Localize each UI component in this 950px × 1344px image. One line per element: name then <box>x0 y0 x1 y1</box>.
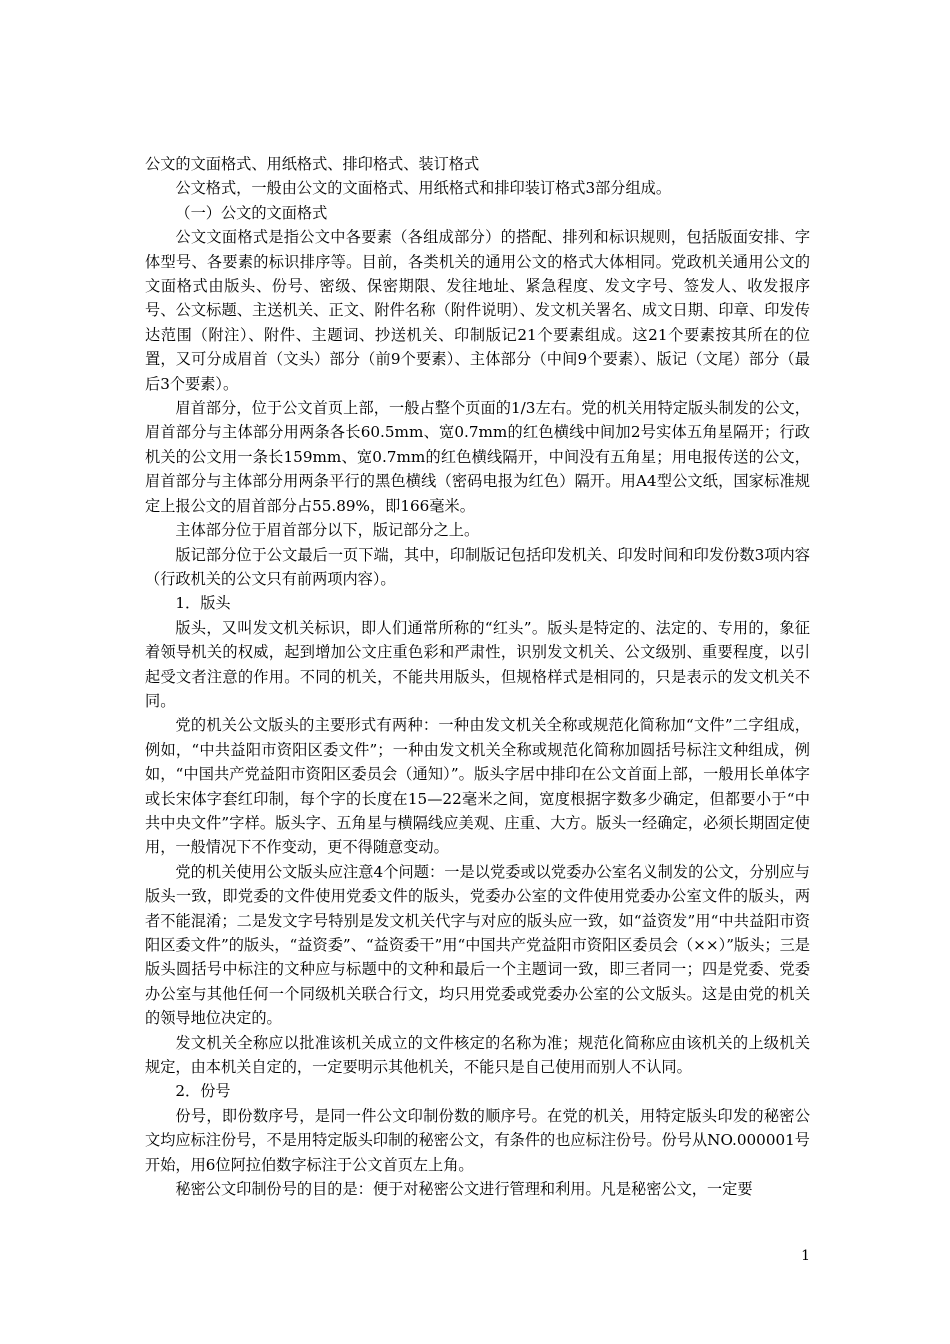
paragraph: 眉首部分，位于公文首页上部，一般占整个页面的1/3左右。党的机关用特定版头制发的公文，眉首部分与主体部分用两条各长60.5mm、宽0.7mm的红色横线中间加2号实体五角星隔开；行政机关的公文用一条长159mm、宽0.7mm的红色横线隔开，中间没有五角星；用电报传送的公文，眉首部分与主体部分用两条平行的黑色横线（密码电报为红色）隔开。用A4型公文纸，国家标准规定上报公文的眉首部分占55.89%，即166毫米。 <box>145 399 810 515</box>
paragraph: 版头，又叫发文机关标识，即人们通常所称的“红头”。版头是特定的、法定的、专用的，象征着领导机关的权威，起到增加公文庄重色彩和严肃性，识别发文机关、公文级别、重要程度，以引起受文者注意的作用。不同的机关，不能共用版头，但规格样式是相同的，只是表示的发文机关不同。 <box>145 618 810 710</box>
subsection-heading: 2．份号 <box>175 1082 231 1101</box>
document-title: 公文的文面格式、用纸格式、排印格式、装订格式 <box>145 155 480 173</box>
paragraph: 发文机关全称应以批准该机关成立的文件核定的名称为准；规范化简称应由该机关的上级机关规定，由本机关自定的，一定要明示其他机关，不能只是自己使用而别人不认同。 <box>145 1033 810 1077</box>
subsection-heading: 1．版头 <box>175 594 231 613</box>
page-number: 1 <box>801 1248 810 1264</box>
section-heading: （一）公文的文面格式 <box>175 203 328 222</box>
paragraph: 党的机关公文版头的主要形式有两种：一种由发文机关全称或规范化简称加“文件”二字组成，例如，“中共益阳市资阳区委文件”；一种由发文机关全称或规范化简称加圆括号标注文种组成，例如，“中国共产党益阳市资阳区委员会（通知）”。版头字居中排印在公文首面上部，一般用长单体字或长宋体字套红印制，每个字的长度在15—22毫米之间，宽度根据字数多少确定，但都要小于“中共中央文件”字样。版头字、五角星与横隔线应美观、庄重、大方。版头一经确定，必须长期固定使用，一般情况下不作变动，更不得随意变动。 <box>145 716 810 857</box>
paragraph: 公文文面格式是指公文中各要素（各组成部分）的搭配、排列和标识规则，包括版面安排、字体型号、各要素的标识排序等。目前，各类机关的通用公文的格式大体相同。党政机关通用公文的文面格式由版头、份号、密级、保密期限、发往地址、紧急程度、发文字号、签发人、收发报序号、公文标题、主送机关、正文、附件名称（附件说明）、发文机关署名、成文日期、印章、印发传达范围（附注）、附件、主题词、抄送机关、印制版记21个要素组成。这21个要素按其所在的位置，又可分成眉首（文头）部分（前9个要素）、主体部分（中间9个要素）、版记（文尾）部分（最后3个要素）。 <box>145 228 810 393</box>
document-body <box>145 152 810 1201</box>
paragraph: 秘密公文印制份号的目的是：便于对秘密公文进行管理和利用。凡是秘密公文，一定要 <box>175 1180 753 1199</box>
paragraph: 主体部分位于眉首部分以下，版记部分之上。 <box>175 521 480 540</box>
paragraph: 党的机关使用公文版头应注意4个问题：一是以党委或以党委办公室名义制发的公文，分别应与版头一致，即党委的文件使用党委文件的版头，党委办公室的文件使用党委办公室文件的版头，两者不能混淆；二是发文字号特别是发文机关代字与对应的版头应一致，如“益资发”用“中共益阳市资阳区委文件”的版头，“益资委”、“益资委干”用“中国共产党益阳市资阳区委员会（××）”版头；三是版头圆括号中标注的文种应与标题中的文种和最后一个主题词一致，即三者同一；四是党委、党委办公室与其他任何一个同级机关联合行文，均只用党委或党委办公室的公文版头。这是由党的机关的领导地位决定的。 <box>145 862 810 1028</box>
paragraph: 公文格式，一般由公文的文面格式、用纸格式和排印装订格式3部分组成。 <box>175 179 672 198</box>
paragraph: 份号，即份数序号，是同一件公文印制份数的顺序号。在党的机关，用特定版头印发的秘密公文均应标注份号，不是用特定版头印制的秘密公文，有条件的也应标注份号。份号从NO.000001号开始，用6位阿拉伯数字标注于公文首页左上角。 <box>145 1106 810 1174</box>
paragraph: 版记部分位于公文最后一页下端，其中，印制版记包括印发机关、印发时间和印发份数3项内容（行政机关的公文只有前两项内容）。 <box>145 545 810 588</box>
